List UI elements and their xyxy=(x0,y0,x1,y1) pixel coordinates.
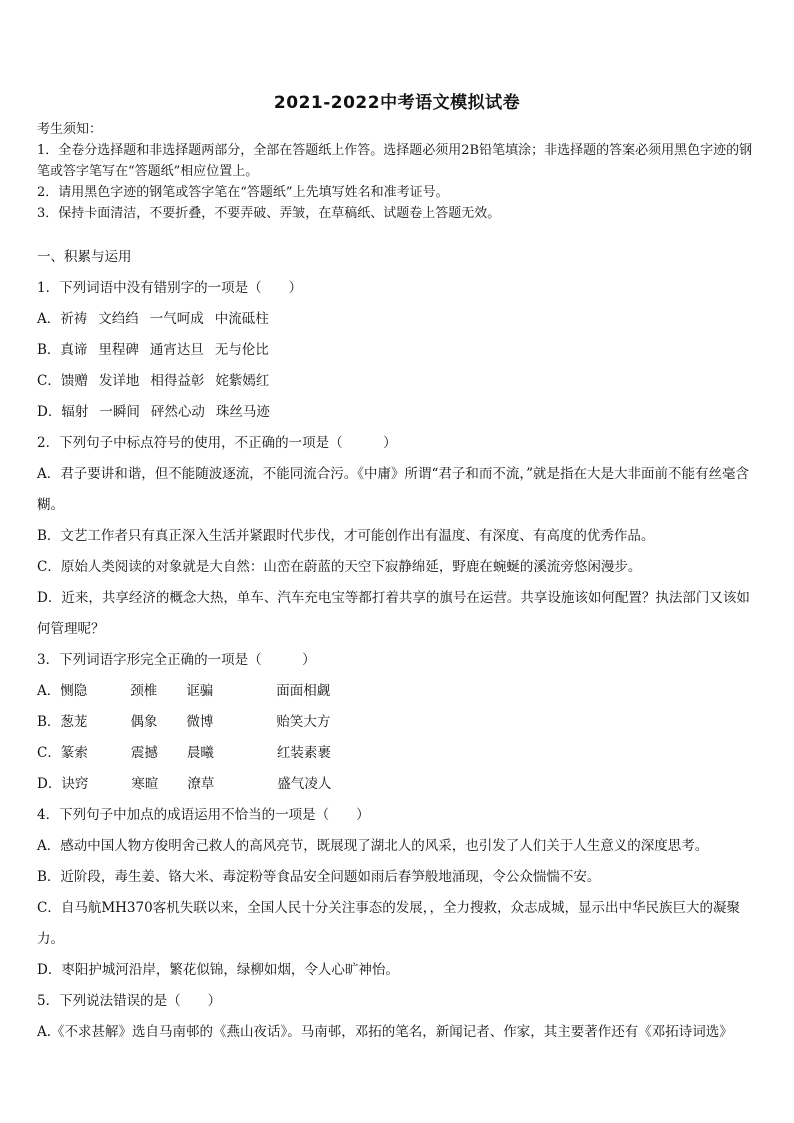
option-word: 微博 xyxy=(186,714,214,730)
section-heading: 一、积累与运用 xyxy=(37,249,132,265)
option-label: A． xyxy=(37,683,61,699)
option-label: B． xyxy=(37,342,61,358)
option-word: 通宵达旦 xyxy=(149,342,204,358)
question-1-option-a xyxy=(37,304,763,335)
option-word: 一气呵成 xyxy=(149,311,204,327)
question-3-option-a xyxy=(37,676,763,707)
option-word: 诀窍 xyxy=(61,776,89,792)
option-word: 偶象 xyxy=(130,714,158,730)
option-word: 中流砥柱 xyxy=(214,311,269,327)
question-4-option-c: C．自马航MH370客机失联以来，全国人民十分关注事态的发展，，全力搜救，众志成城，显示出中华民族巨大的凝聚力。 xyxy=(37,900,740,947)
question-2-stem: 2．下列句子中标点符号的使用，不正确的一项是（ ） xyxy=(37,435,397,451)
option-word: 潦草 xyxy=(187,776,215,792)
question-3-stem: 3．下列词语字形完全正确的一项是（ ） xyxy=(37,652,316,668)
notice-heading: 考生须知： xyxy=(37,122,103,137)
option-word: 里程碑 xyxy=(98,342,139,358)
option-word: 砰然心动 xyxy=(150,404,205,420)
option-word: 相得益彰 xyxy=(150,373,205,389)
exam-content xyxy=(37,242,763,1048)
option-word: 震撼 xyxy=(130,745,158,761)
option-word: 辐射 xyxy=(61,404,89,420)
question-1-stem: 1．下列词语中没有错别字的一项是（ ） xyxy=(37,280,303,296)
question-4-option-b: B．近阶段，毒生姜、铬大米、毒淀粉等食品安全问题如雨后春笋般地涌现，令公众惴惴不安。 xyxy=(37,869,601,885)
exam-title: 2021-2022中考语文模拟试卷 xyxy=(273,93,521,113)
option-word: 篆索 xyxy=(60,745,88,761)
option-word: 晨曦 xyxy=(186,745,214,761)
question-1-option-d xyxy=(37,397,763,428)
option-word: 寒暄 xyxy=(131,776,159,792)
option-word: 面面相觑 xyxy=(276,683,331,699)
option-word: 诓骗 xyxy=(186,683,214,699)
question-2-option-b: B．文艺工作者只有真正深入生活并紧跟时代步伐，才可能创作出有温度、有深度、有高度的优秀作品。 xyxy=(37,528,655,544)
option-label: D． xyxy=(37,404,62,420)
option-label: D． xyxy=(37,776,62,792)
candidate-notice xyxy=(37,119,763,224)
notice-item: 3．保持卡面清洁，不要折叠，不要弄破、弄皱，在草稿纸、试题卷上答题无效。 xyxy=(37,206,501,221)
question-2-option-c: C．原始人类阅读的对象就是大自然：山峦在蔚蓝的天空下寂静绵延，野鹿在蜿蜒的溪流旁悠闲漫步。 xyxy=(37,559,642,575)
option-label: B． xyxy=(37,714,61,730)
question-3-option-d xyxy=(37,769,763,800)
option-label: A． xyxy=(37,311,61,327)
option-word: 祈祷 xyxy=(60,311,88,327)
question-5-stem: 5．下列说法错误的是（ ） xyxy=(37,993,222,1009)
option-word: 恻隐 xyxy=(60,683,88,699)
question-3-option-c xyxy=(37,738,763,769)
option-word: 颈椎 xyxy=(130,683,158,699)
option-word: 文绉绉 xyxy=(98,311,139,327)
question-1-option-b xyxy=(37,335,763,366)
option-word: 馈赠 xyxy=(60,373,88,389)
option-word: 姹紫嫣红 xyxy=(215,373,270,389)
option-label: C． xyxy=(37,373,61,389)
notice-item: 2．请用黑色字迹的钢笔或答字笔在“答题纸”上先填写姓名和准考证号。 xyxy=(37,185,449,200)
option-word: 一瞬间 xyxy=(99,404,140,420)
question-4-option-a: A．感动中国人物方俊明舍己救人的高风亮节，既展现了湖北人的风采，也引发了人们关于人生意义的深度思考。 xyxy=(37,838,709,854)
option-word: 无与伦比 xyxy=(214,342,269,358)
question-5-option-a: A.《不求甚解》选自马南邨的《燕山夜话》。马南邨，邓拓的笔名，新闻记者、作家，其主要著作还有《邓拓诗词选》 xyxy=(37,1024,733,1040)
option-word: 盛气凌人 xyxy=(277,776,332,792)
option-word: 葱茏 xyxy=(60,714,88,730)
option-word: 珠丝马迹 xyxy=(215,404,270,420)
question-4-stem: 4．下列句子中加点的成语运用不恰当的一项是（ ） xyxy=(37,807,370,823)
question-3-option-b xyxy=(37,707,763,738)
option-label: C． xyxy=(37,745,61,761)
question-1-option-c xyxy=(37,366,763,397)
question-2-option-d: D．近来，共享经济的概念大热，单车、汽车充电宝等都打着共享的旗号在运营。共享设施该如何配置？执法部门又该如何管理呢？ xyxy=(37,590,750,637)
option-word: 贻笑大方 xyxy=(276,714,331,730)
question-2-option-a: A．君子要讲和谐，但不能随波逐流，不能同流合污。《中庸》所谓“君子和而不流，”就是指在大是大非面前不能有丝毫含糊。 xyxy=(37,466,750,513)
option-word: 红装素裹 xyxy=(276,745,331,761)
option-word: 发详地 xyxy=(98,373,140,389)
option-word: 真谛 xyxy=(60,342,88,358)
question-4-option-d: D．枣阳护城河沿岸，繁花似锦，绿柳如烟，令人心旷神怡。 xyxy=(37,962,399,978)
notice-item: 1．全卷分选择题和非选择题两部分，全部在答题纸上作答。选择题必须用2B铅笔填涂；非选择题的答案必须用黑色字迹的钢笔或答字笔写在“答题纸”相应位置上。 xyxy=(37,143,753,179)
